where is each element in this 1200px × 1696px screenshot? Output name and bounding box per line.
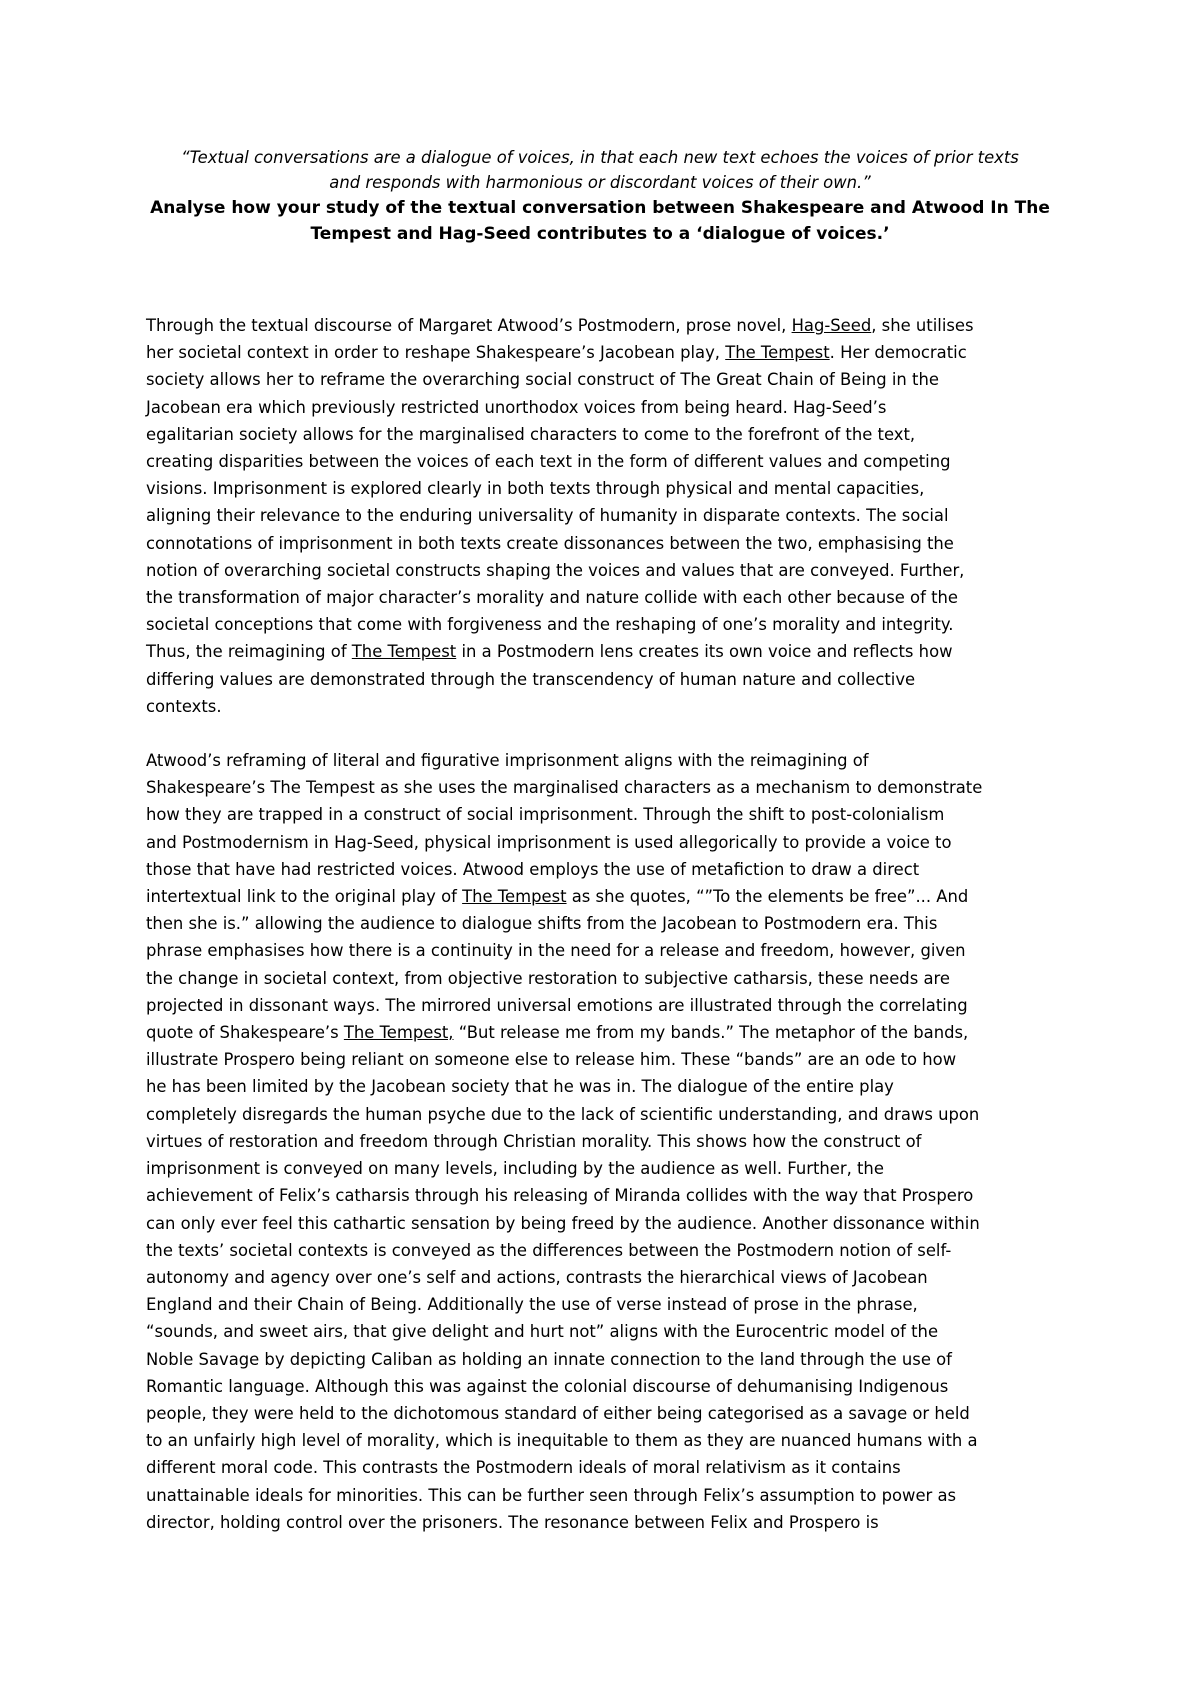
- text-line: differing values are demonstrated through the transcendency of human nature and collective: [146, 669, 916, 689]
- text-line: society allows her to reframe the overarching social construct of The Great Chain of Being in the: [146, 370, 939, 390]
- quote-line: “Textual conversations are a dialogue of voices, in that each new text echoes the voices of prior texts: [181, 148, 1019, 167]
- text-line: the texts’ societal contexts is conveyed as the differences between the Postmodern notion of self-: [146, 1240, 952, 1260]
- essay-header: [130, 145, 1070, 247]
- text-segment: Thus, the reimagining of: [146, 642, 352, 662]
- text-line: [146, 638, 1066, 665]
- text-segment: quote of Shakespeare’s: [146, 1023, 344, 1043]
- text-line: and Postmodernism in Hag-Seed, physical imprisonment is used allegorically to provide a voice to: [146, 832, 952, 852]
- text-line: he has been limited by the Jacobean society that he was in. The dialogue of the entire play: [146, 1077, 894, 1097]
- text-line: [146, 339, 1066, 366]
- text-segment: “But release me from my bands.” The metaphor of the bands,: [453, 1023, 969, 1043]
- text-segment: in a Postmodern lens creates its own voice and reflects how: [456, 642, 953, 662]
- text-line: Jacobean era which previously restricted unorthodox voices from being heard. Hag-Seed’s: [146, 397, 887, 417]
- text-line: achievement of Felix’s catharsis through his releasing of Miranda collides with the way that Prospero: [146, 1186, 974, 1206]
- text-line: those that have had restricted voices. Atwood employs the use of metafiction to draw a direct: [146, 859, 920, 879]
- text-line: imprisonment is conveyed on many levels, including by the audience as well. Further, the: [146, 1159, 884, 1179]
- text-line: the change in societal context, from objective restoration to subjective catharsis, these needs are: [146, 968, 950, 988]
- text-line: notion of overarching societal constructs shaping the voices and values that are conveyed. Further,: [146, 560, 965, 580]
- text-line: phrase emphasises how there is a continuity in the need for a release and freedom, however, given: [146, 941, 966, 961]
- text-line: Shakespeare’s The Tempest as she uses the marginalised characters as a mechanism to demonstrate: [146, 778, 983, 798]
- title-underlined-the-tempest: The Tempest: [351, 642, 457, 662]
- text-line: Romantic language. Although this was against the colonial discourse of dehumanising Indigenous: [146, 1376, 949, 1396]
- title-underlined-the-tempest: The Tempest: [462, 887, 567, 907]
- title-underlined-the-tempest: The Tempest: [725, 343, 830, 363]
- essay-quote: [130, 145, 1070, 195]
- text-line: virtues of restoration and freedom through Christian morality. This shows how the construct of: [146, 1131, 922, 1151]
- text-segment: intertextual link to the original play of: [146, 887, 463, 907]
- text-line: [146, 312, 1066, 339]
- text-line: autonomy and agency over one’s self and actions, contrasts the hierarchical views of Jacobean: [146, 1267, 928, 1287]
- question-line: Tempest and Hag-Seed contributes to a ‘dialogue of voices.’: [310, 224, 890, 244]
- text-line: contexts.: [146, 696, 222, 716]
- text-segment: . Her democratic: [829, 343, 967, 363]
- text-line: “sounds, and sweet airs, that give delight and hurt not” aligns with the Eurocentric model of the: [146, 1322, 939, 1342]
- text-line: Atwood’s reframing of literal and figurative imprisonment aligns with the reimagining of: [146, 751, 869, 771]
- essay-body: [146, 312, 1066, 1536]
- text-segment: , she utilises: [871, 316, 974, 335]
- paragraph-introduction: [146, 312, 1066, 720]
- text-line: connotations of imprisonment in both texts create dissonances between the two, emphasising the: [146, 533, 954, 553]
- text-segment: as she quotes, “”To the elements be free”... And: [566, 887, 969, 907]
- text-line: completely disregards the human psyche due to the lack of scientific understanding, and draws upon: [146, 1104, 980, 1124]
- text-line: director, holding control over the prisoners. The resonance between Felix and Prospero is: [146, 1512, 879, 1532]
- title-underlined-the-tempest: The Tempest,: [343, 1023, 454, 1043]
- text-line: people, they were held to the dichotomous standard of either being categorised as a savage or held: [146, 1403, 970, 1423]
- text-line: visions. Imprisonment is explored clearly in both texts through physical and mental capacities,: [146, 479, 925, 499]
- text-line: Noble Savage by depicting Caliban as holding an innate connection to the land through the use of: [146, 1349, 952, 1369]
- text-line: [146, 1019, 1066, 1046]
- text-line: aligning their relevance to the enduring universality of humanity in disparate contexts. The social: [146, 506, 949, 526]
- text-line: illustrate Prospero being reliant on someone else to release him. These “bands” are an ode to how: [146, 1050, 957, 1070]
- text-line: England and their Chain of Being. Additionally the use of verse instead of prose in the phrase,: [146, 1295, 918, 1315]
- text-segment: Through the textual discourse of Margaret Atwood’s Postmodern, prose novel,: [146, 316, 792, 335]
- text-line: different moral code. This contrasts the Postmodern ideals of moral relativism as it contains: [146, 1458, 901, 1478]
- title-underlined-hag-seed: Hag-Seed: [791, 316, 872, 335]
- text-line: to an unfairly high level of morality, which is inequitable to them as they are nuanced humans with a: [146, 1431, 978, 1451]
- text-line: [146, 883, 1066, 910]
- text-segment: her societal context in order to reshape Shakespeare’s Jacobean play,: [146, 343, 726, 363]
- text-line: creating disparities between the voices of each text in the form of different values and competing: [146, 452, 951, 472]
- question-line: Analyse how your study of the textual conversation between Shakespeare and Atwood In The: [150, 198, 1050, 218]
- text-line: can only ever feel this cathartic sensation by being freed by the audience. Another dissonance within: [146, 1213, 980, 1233]
- paragraph-body-imprisonment: [146, 747, 1066, 1536]
- text-line: egalitarian society allows for the marginalised characters to come to the forefront of the text,: [146, 424, 916, 444]
- text-line: projected in dissonant ways. The mirrored universal emotions are illustrated through the correlating: [146, 995, 968, 1015]
- essay-question: [130, 195, 1070, 247]
- quote-line: and responds with harmonious or discordant voices of their own.”: [329, 173, 871, 192]
- text-line: unattainable ideals for minorities. This can be further seen through Felix’s assumption to power as: [146, 1485, 957, 1505]
- text-line: societal conceptions that come with forgiveness and the reshaping of one’s morality and integrity.: [146, 615, 954, 635]
- text-line: how they are trapped in a construct of social imprisonment. Through the shift to post-colonialism: [146, 805, 945, 825]
- text-line: the transformation of major character’s morality and nature collide with each other because of the: [146, 588, 958, 608]
- text-line: then she is.” allowing the audience to dialogue shifts from the Jacobean to Postmodern era. This: [146, 914, 938, 934]
